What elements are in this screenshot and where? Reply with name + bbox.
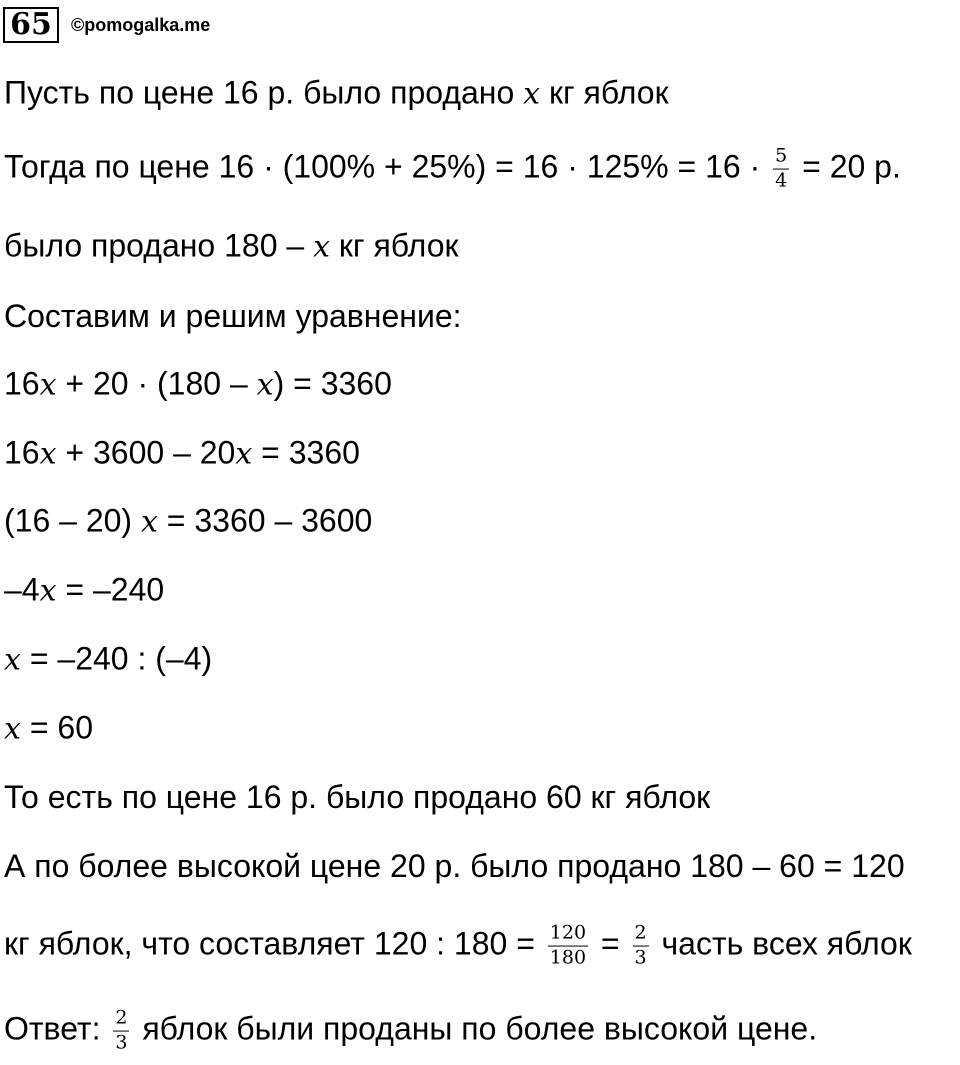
fraction-2-3: $\frac{2}{3}$ (634, 921, 647, 969)
site-watermark: ©pomogalka.me (71, 14, 211, 35)
variable-x: x (140, 504, 158, 540)
fraction-120-180: $\frac{120}{180}$ (549, 921, 587, 969)
task-number: 65 (3, 7, 59, 43)
variable-x: x (39, 573, 57, 609)
variable-x: x (235, 436, 253, 472)
fraction-2-3: $\frac{2}{3}$ (115, 1006, 128, 1054)
solution-line-3: было продано 180 – x кг яблок (4, 227, 459, 265)
equation-line-6: x = 60 (4, 709, 93, 747)
equation-line-2: 16x + 3600 – 20x = 3360 (4, 434, 360, 472)
solution-line-1: Пусть по цене 16 р. было продано x кг яблок (4, 74, 669, 112)
solution-line-11: То есть по цене 16 р. было продано 60 кг яблок (4, 779, 711, 815)
variable-x: x (4, 642, 21, 678)
variable-x: x (313, 229, 330, 265)
variable-x: x (4, 711, 21, 747)
variable-x: x (39, 367, 57, 403)
solution-line-13: кг яблок, что составляет 120 : 180 = $\frac{120}{180}$ = $\frac{2}{3}$ часть всех яблок (4, 921, 912, 969)
equation-line-1: 16x + 20 · (180 – x) = 3360 (4, 365, 392, 403)
equation-line-4: –4x = –240 (4, 571, 165, 609)
equation-line-5: x = –240 : (–4) (4, 640, 213, 678)
solution-line-2: Тогда по цене 16 · (100% + 25%) = 16 · 125% = 16 · $\frac{5}{4}$ = 20 р. (4, 144, 901, 192)
solution-line-12: А по более высокой цене 20 р. было продано 180 – 60 = 120 (4, 848, 905, 884)
equation-line-3: (16 – 20) x = 3360 – 3600 (4, 502, 373, 540)
header (3, 4, 210, 46)
variable-x: x (39, 436, 57, 472)
variable-x: x (523, 76, 541, 112)
variable-x: x (256, 367, 274, 403)
solution-line-4: Составим и решим уравнение: (4, 298, 462, 334)
answer-line: Ответ: $\frac{2}{3}$ яблок были проданы по более высокой цене. (4, 1006, 818, 1054)
fraction-5-4: $\frac{5}{4}$ (775, 144, 788, 192)
